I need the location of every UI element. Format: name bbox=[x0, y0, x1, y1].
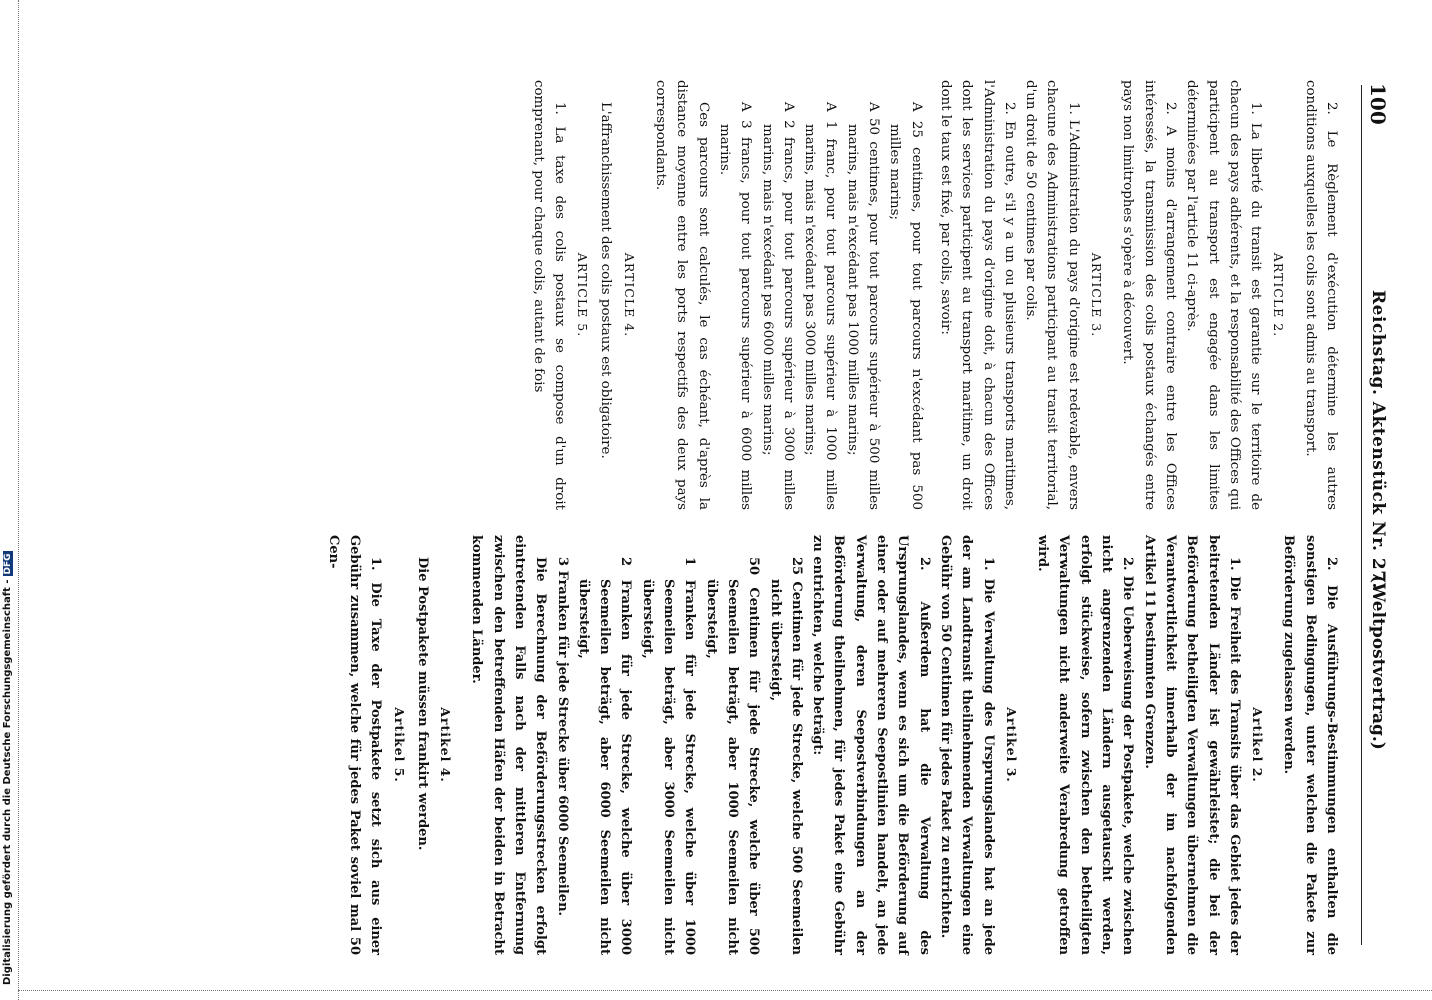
german-article-4-paragraph-1: Die Postpakete müssen frankirt werden. bbox=[414, 557, 430, 851]
german-article-3-paragraph-2: 2. Außerdem hat die Verwaltung des Ursprungslandes, wenn es sich um die Beförderung auf einer oder auf mehreren Seepostlinien handelt, an jede Verwaltung, deren Seepostverbindungen an der Beförderung theilnehmen, für jedes Paket eine Gebühr zu entrichten, welche beträgt: bbox=[810, 535, 932, 955]
credit-text: Digitalisierung gefördert durch die Deutsche Forschungsgemeinschaft - bbox=[2, 579, 13, 985]
german-tariff-item: 25 Centimen für jede Strecke, welche 500 Seemeilen nicht übersteigt, bbox=[767, 557, 804, 955]
french-article-2-heading: ARTICLE 2. bbox=[1271, 252, 1287, 338]
french-article-5-heading: ARTICLE 5. bbox=[575, 252, 591, 338]
french-article-3-paragraph-3: Ces parcours sont calculés, le cas échéant, d'après la distance moyenne entre les ports respectifs des deux pays correspondants. bbox=[653, 80, 711, 510]
french-article-3-heading: ARTICLE 3. bbox=[1089, 252, 1105, 338]
french-article-5-paragraph-1: 1. La taxe des colis postaux se compose d'un droit comprenant, pour chaque colis, autant de fois bbox=[530, 80, 567, 510]
french-article-2-paragraph-1: 1. La liberté du transit est garantie sur le territoire de chacun des pays adhérents, et la responsabilité des Offices qui participent au transport est engagée dans les limites déterminées par l'article 11 ci-après. bbox=[1184, 80, 1264, 510]
german-tariff-item: 2 Franken für jede Strecke, welche über 3000 Seemeilen beträgt, aber 6000 Seemeilen nicht übersteigt, bbox=[575, 557, 634, 955]
french-article-4-paragraph-1: L'affranchissement des colis postaux est obligatoire. bbox=[598, 102, 614, 459]
french-column bbox=[527, 80, 1342, 510]
german-article-5-heading: Artikel 5. bbox=[391, 707, 407, 783]
german-article-2-paragraph-2: 2. Die Ueberweisung der Postpakete, welche zwischen nicht angrenzenden Ländern ausgetauscht werden, erfolgt stückweise, sofern zwischen den betheiligten Verwaltungen nicht anderweite Verabredung getroffen wird. bbox=[1035, 535, 1136, 955]
german-article-2-paragraph-1: 1. Die Freiheit des Transits über das Gebiet jedes der beitretenden Länder ist gewährleistet; die bei der Beförderung betheiligten Verwaltungen übernehmen die Verantwortlichkeit innerhalb der im nachfolgenden Artikel 11 bestimmten Grenzen. bbox=[1141, 535, 1242, 955]
german-tariff-item: 1 Franken für jede Strecke, welche über 1000 Seemeilen beträgt, aber 3000 Seemeilen nicht übersteigt, bbox=[639, 557, 698, 955]
page-header bbox=[1361, 85, 1392, 945]
document-page bbox=[20, 0, 1400, 1000]
german-article-5-paragraph-1: 1. Die Taxe der Postpakete setzt sich aus einer Gebühr zusammen, welche für jedes Paket soviel mal 50 Cen- bbox=[325, 535, 384, 955]
german-intro-paragraph: 2. Die Ausführungs-Bestimmungen enthalten die sonstigen Bedingungen, unter welchen die Pakete zur Beförderung zugelassen werden. bbox=[1281, 535, 1339, 955]
page-frame-left bbox=[18, 0, 19, 1000]
german-article-2-heading: Artikel 2. bbox=[1250, 707, 1266, 783]
header-issue: (Weltpostvertrag.) bbox=[1368, 575, 1388, 750]
german-tariff-item: 50 Centimen für jede Strecke, welche über 500 Seemeilen beträgt, aber 1000 Seemeilen nicht übersteigt, bbox=[703, 557, 762, 955]
french-article-3-paragraph-1: 1. L'Administration du pays d'origine est redevable, envers chacune des Administrations participant au transit territorial, d'un droit de 50 centimes par colis. bbox=[1023, 80, 1081, 510]
digitization-credit bbox=[2, 553, 13, 985]
german-tariff-item: 3 Franken für jede Strecke über 6000 Seemeilen. bbox=[554, 557, 570, 917]
page-number: 100 bbox=[1366, 83, 1390, 125]
french-article-2-paragraph-2: 2. A moins d'arrangement contraire entre les Offices intéressés, la transmission des colis postaux échangés entre pays non limitrophes s'opère à découvert. bbox=[1120, 80, 1178, 510]
french-intro-paragraph: 2. Le Règlement d'exécution détermine les autres conditions auxquelles les colis sont admis au transport. bbox=[1302, 80, 1339, 510]
french-tariff-item: A 1 franc, pour tout parcours supérieur à 1000 milles marins, mais n'excédant pas 3000 milles marins; bbox=[802, 102, 839, 510]
french-article-3-paragraph-2: 2. En outre, s'il y a un ou plusieurs transports maritimes, l'Administration du pays d'origine doit, à chacun des Offices dont les services participent au transport maritime, un droit dont le taux est fixé, par colis, savoir: bbox=[937, 80, 1017, 510]
header-title: Reichstag. Aktenstück Nr. 27. bbox=[1368, 290, 1388, 589]
dfg-logo: DFG bbox=[3, 553, 13, 575]
german-article-3-paragraph-1: 1. Die Verwaltung des Ursprungslandes hat an jede der am Landtransit theilnehmenden Verwaltungen eine Gebühr von 50 Centimen für jedes Paket zu entrichten. bbox=[937, 535, 996, 955]
french-tariff-item: A 50 centimes, pour tout parcours supérieur à 500 milles marins, mais n'excédant pas 1000 milles marins; bbox=[844, 102, 882, 510]
german-column bbox=[322, 535, 1342, 955]
french-article-4-heading: ARTICLE 4. bbox=[621, 252, 637, 338]
french-tariff-item: A 25 centimes, pour tout parcours n'excédant pas 500 milles marins; bbox=[887, 102, 924, 510]
french-tariff-item: A 2 francs, pour tout parcours supérieur à 3000 milles marins, mais n'excédant pas 6000 milles marins; bbox=[759, 102, 796, 510]
french-tariff-item: A 3 francs, pour tout parcours supérieur à 6000 milles marins. bbox=[716, 102, 754, 510]
german-article-4-heading: Artikel 4. bbox=[438, 707, 454, 783]
german-article-3-paragraph-3: Die Berechnung der Beförderungsstrecken erfolgt eintretenden Falls nach der mittleren Entfernung zwischen den betreffenden Häfen der beiden in Betracht kommenden Länder. bbox=[469, 535, 549, 955]
german-article-3-heading: Artikel 3. bbox=[1003, 707, 1019, 783]
